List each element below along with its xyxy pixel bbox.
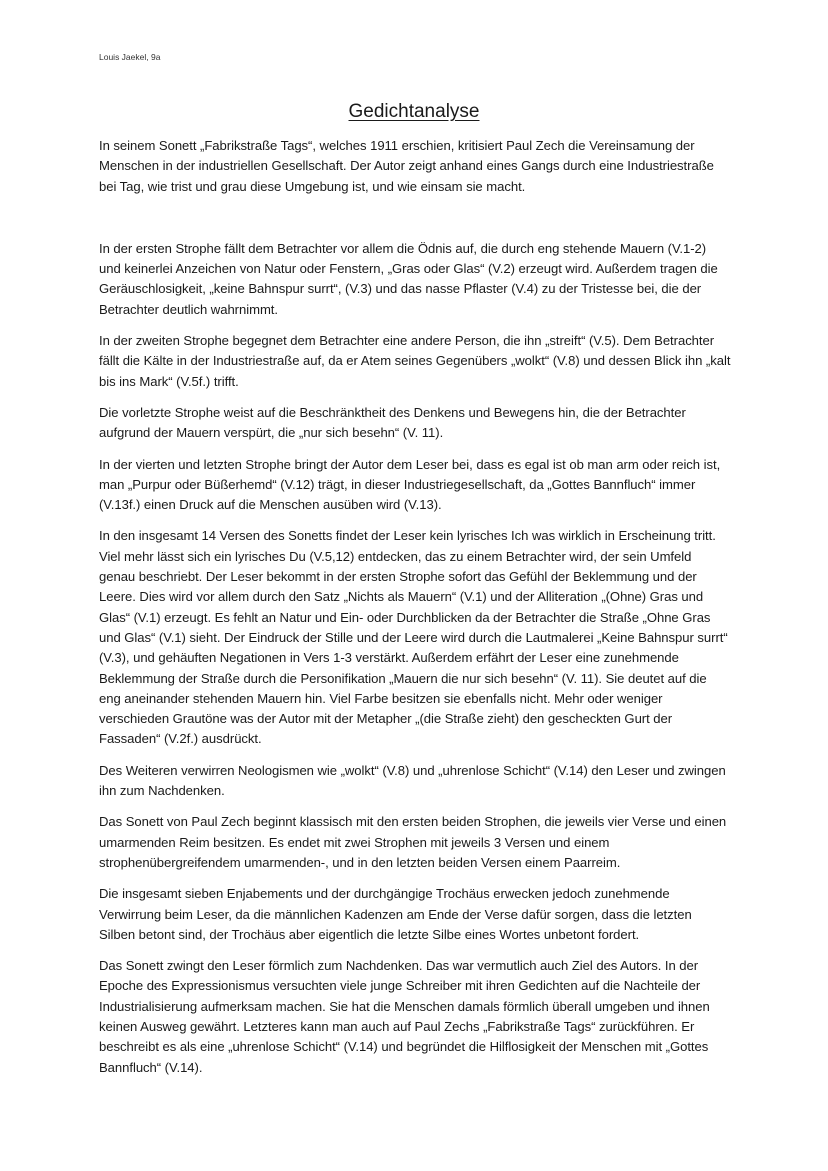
paragraph-strophe-2: In der zweiten Strophe begegnet dem Betrachter eine andere Person, die ihn „streift“ (V.5). Dem Betrachter fällt die Kälte in der Industriestraße auf, da er Atem seines Gegenübers „wolkt“ (V.8) und dessen Blick ihn „kalt bis ins Mark“ (V.5f.) trifft. bbox=[99, 333, 731, 389]
paragraph-neologisms: Des Weiteren verwirren Neologismen wie „wolkt“ (V.8) und „uhrenlose Schicht“ (V.14) den Leser und zwingen ihn zum Nachdenken. bbox=[99, 762, 726, 799]
paragraph-strophe-1: In der ersten Strophe fällt dem Betrachter vor allem die Ödnis auf, die durch eng stehende Mauern (V.1-2) und keinerlei Anzeichen von Natur oder Fenstern, „Gras oder Glas“ (V.2) erzeugt wird. Außerdem tragen die Geräuschlosigkeit, „keine Bahnspur surrt“, (V.3) und das nasse Pflaster (V.4) zu der Tristesse bei, die der Betrachter deutlich wahrnimmt. bbox=[99, 240, 718, 317]
paragraph-meter: Die insgesamt sieben Enjabements und der durchgängige Trochäus erwecken jedoch zunehmende Verwirrung beim Leser, da die männlichen Kadenzen am Ende der Verse dafür sorgen, dass die letzten Silben betont sind, der Trochäus aber eigentlich die letzte Silbe eines Wortes unbetont fordert. bbox=[99, 886, 692, 942]
document-body bbox=[99, 136, 731, 1089]
paragraph-conclusion: Das Sonett zwingt den Leser förmlich zum Nachdenken. Das war vermutlich auch Ziel des Autors. In der Epoche des Expressionismus versuchten viele junge Schreiber mit ihren Gedichten auf die Nachteile der Industrialisierung aufmerksam machen. Sie hat die Menschen damals förmlich überall umgeben und ihnen keinen Ausweg gewährt. Letzteres kann man auch auf Paul Zechs „Fabrikstraße Tags“ zurückführen. Er beschreibt es als eine „uhrenlose Schicht“ (V.14) und begründet die Hilflosigkeit der Menschen mit „Gottes Bannfluch“ (V.14). bbox=[99, 958, 710, 1075]
paragraph-strophe-3: Die vorletzte Strophe weist auf die Beschränktheit des Denkens und Bewegens hin, die der Betrachter aufgrund der Mauern verspürt, die „nur sich besehn“ (V. 11). bbox=[99, 404, 686, 441]
paragraph-form: Das Sonett von Paul Zech beginnt klassisch mit den ersten beiden Strophen, die jeweils vier Verse und einen umarmenden Reim besitzen. Es endet mit zwei Strophen mit jeweils 3 Versen und einem strophenübergreifendem umarmenden-, und in den letzten beiden Versen einem Paarreim. bbox=[99, 814, 727, 870]
page-header-author: Louis Jaekel, 9a bbox=[99, 52, 161, 62]
document-title: Gedichtanalyse bbox=[348, 101, 480, 122]
paragraph-stylistic-devices: In den insgesamt 14 Versen des Sonetts findet der Leser kein lyrisches Ich was wirklich in Erscheinung tritt. Viel mehr lässt sich ein lyrisches Du (V.5,12) entdecken, das zu einem Betrachter wird, der sein Umfeld genau beschriebt. Der Leser bekommt in der ersten Strophe sofort das Gefühl der Beklemmung und der Leere. Dies wird vor allem durch den Satz „Nichts als Mauern“ (V.1) und der Alliteration „(Ohne) Gras und Glas“ (V.1) erzeugt. Es fehlt an Natur und Ein- oder Durchblicken da der Betrachter die Straße „Ohne Gras und Glas“ (V.1) sieht. Der Eindruck der Stille und der Leere wird durch die Lautmalerei „Keine Bahnspur surrt“ (V.3), und gehäuften Negationen in Vers 1-3 verstärkt. Außerdem erfährt der Leser eine zunehmende Beklemmung der Straße durch die Personifikation „Mauern die nur sich besehn“ (V. 11). Sie deutet auf die eng aneinander stehenden Mauern hin. Viel Farbe besitzen sie ebenfalls nicht. Mehr oder weniger verschieden Grautöne was der Autor mit der Metapher „(die Straße zieht) den gescheckten Gurt der Fassaden“ (V.2f.) ausdrückt. bbox=[99, 528, 728, 747]
paragraph-strophe-4: In der vierten und letzten Strophe bringt der Autor dem Leser bei, dass es egal ist ob man arm oder reich ist, man „Purpur oder Büßerhemd“ (V.12) trägt, in dieser Industriegesellschaft, da „Gottes Bannfluch“ immer (V.13f.) einen Druck auf die Menschen ausüben wird (V.13). bbox=[99, 456, 721, 513]
paragraph-introduction: In seinem Sonett „Fabrikstraße Tags“, welches 1911 erschien, kritisiert Paul Zech die Vereinsamung der Menschen in der industriellen Gesellschaft. Der Autor zeigt anhand eines Gangs durch eine Industriestraße bei Tag, wie trist und grau diese Umgebung ist, und wie einsam sie macht. bbox=[99, 138, 714, 194]
